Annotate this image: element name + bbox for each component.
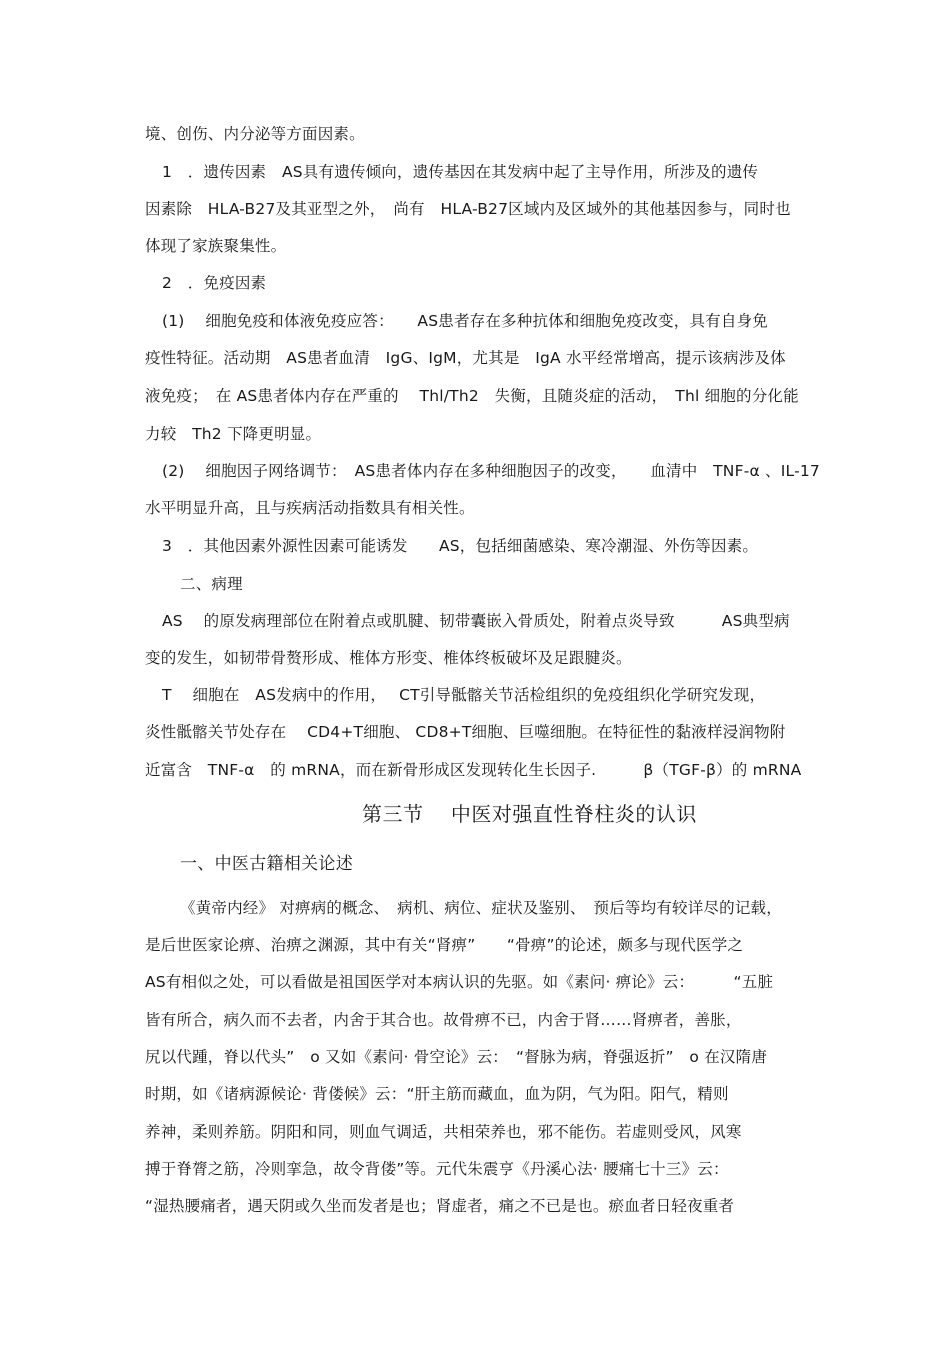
section-title: 第三节 中医对强直性脊柱炎的认识 (362, 802, 697, 826)
body-line-10: 水平明显升高，且与疾病活动指数具有相关性。 (145, 499, 475, 517)
body-line-16: 炎性骶髂关节处存在 CD4+T细胞、 CD8+T细胞、巨噬细胞。在特征性的黏液样浸润物附 (145, 723, 786, 741)
body-line-9: (2) 细胞因子网络调节： AS患者体内存在多种细胞因子的改变， 血清中 TNF-α 、IL-17 (162, 462, 820, 480)
body-line-7: 液免疫； 在 AS患者体内存在严重的 Thl/Th2 失衡，且随炎症的活动， Thl 细胞的分化能 (145, 387, 799, 405)
body-line-8: 力较 Th2 下降更明显。 (145, 425, 322, 443)
body-line-4: 2 ．免疫因素 (162, 274, 267, 292)
tcm-line-1: 是后世医家论痹、治痹之渊源，其中有关“肾痹” “骨痹”的论述，颇多与现代医学之 (145, 936, 744, 954)
tcm-line-8: “湿热腰痛者，遇天阴或久坐而发者是也；肾虚者，痛之不已是也。瘀血者日轻夜重者 (145, 1197, 735, 1215)
body-line-6: 疫性特征。活动期 AS患者血清 IgG、IgM，尤其是 IgA 水平经常增高，提示该病涉及体 (145, 349, 786, 367)
body-line-11: 3 ．其他因素外源性因素可能诱发 AS，包括细菌感染、寒冷潮湿、外伤等因素。 (162, 537, 759, 555)
tcm-line-2: AS有相似之处，可以看做是祖国医学对本病认识的先驱。如《素问· 痹论》云： “五脏 (145, 973, 774, 991)
body-line-3: 体现了家族聚集性。 (145, 237, 287, 255)
body-line-14: 变的发生，如韧带骨赘形成、椎体方形变、椎体终板破坏及足跟腱炎。 (145, 649, 632, 667)
tcm-line-7: 搏于脊膂之筋，冷则挛急，故令背偻”等。元代朱震亨《丹溪心法· 腰痛七十三》云： (145, 1160, 729, 1178)
body-line-17: 近富含 TNF-α 的 mRNA，而在新骨形成区发现转化生长因子. β（TGF-β）的 mRNA (145, 761, 802, 779)
subsection-title: 一、中医古籍相关论述 (180, 854, 353, 874)
body-line-15: T 细胞在 AS发病中的作用， CT引导骶髂关节活检组织的免疫组织化学研究发现， (162, 686, 766, 704)
body-line-13: AS 的原发病理部位在附着点或肌腱、韧带囊嵌入骨质处，附着点炎导致 AS典型病 (162, 612, 790, 630)
tcm-line-6: 养神，柔则养筋。阴阳和同，则血气调适，共相荣养也，邪不能伤。若虚则受风，风寒 (145, 1123, 742, 1141)
body-line-12: 二、病理 (180, 575, 243, 593)
body-line-0: 境、创伤、内分泌等方面因素。 (145, 125, 365, 143)
body-line-1: 1 ．遗传因素 AS具有遗传倾向，遗传基因在其发病中起了主导作用，所涉及的遗传 (162, 163, 759, 181)
tcm-line-4: 尻以代踵，脊以代头” o 又如《素问· 骨空论》云： “督脉为病，脊强返折” o 在汉隋唐 (145, 1048, 768, 1066)
body-line-5: (1) 细胞免疫和体液免疫应答： AS患者存在多种抗体和细胞免疫改变，具有自身免 (162, 312, 768, 330)
tcm-line-3: 皆有所合，病久而不去者，内舍于其合也。故骨痹不已，内舍于肾……肾痹者，善胀， (145, 1011, 742, 1029)
tcm-line-0: 《黄帝内经》 对痹病的概念、 病机、病位、症状及鉴别、 预后等均有较详尽的记载， (180, 899, 782, 917)
tcm-line-5: 时期，如《诸病源候论· 背偻候》云：“肝主筋而藏血，血为阴，气为阳。阳气，精则 (145, 1085, 729, 1103)
body-line-2: 因素除 HLA-B27及其亚型之外， 尚有 HLA-B27区域内及区域外的其他基因参与，同时也 (145, 200, 791, 218)
